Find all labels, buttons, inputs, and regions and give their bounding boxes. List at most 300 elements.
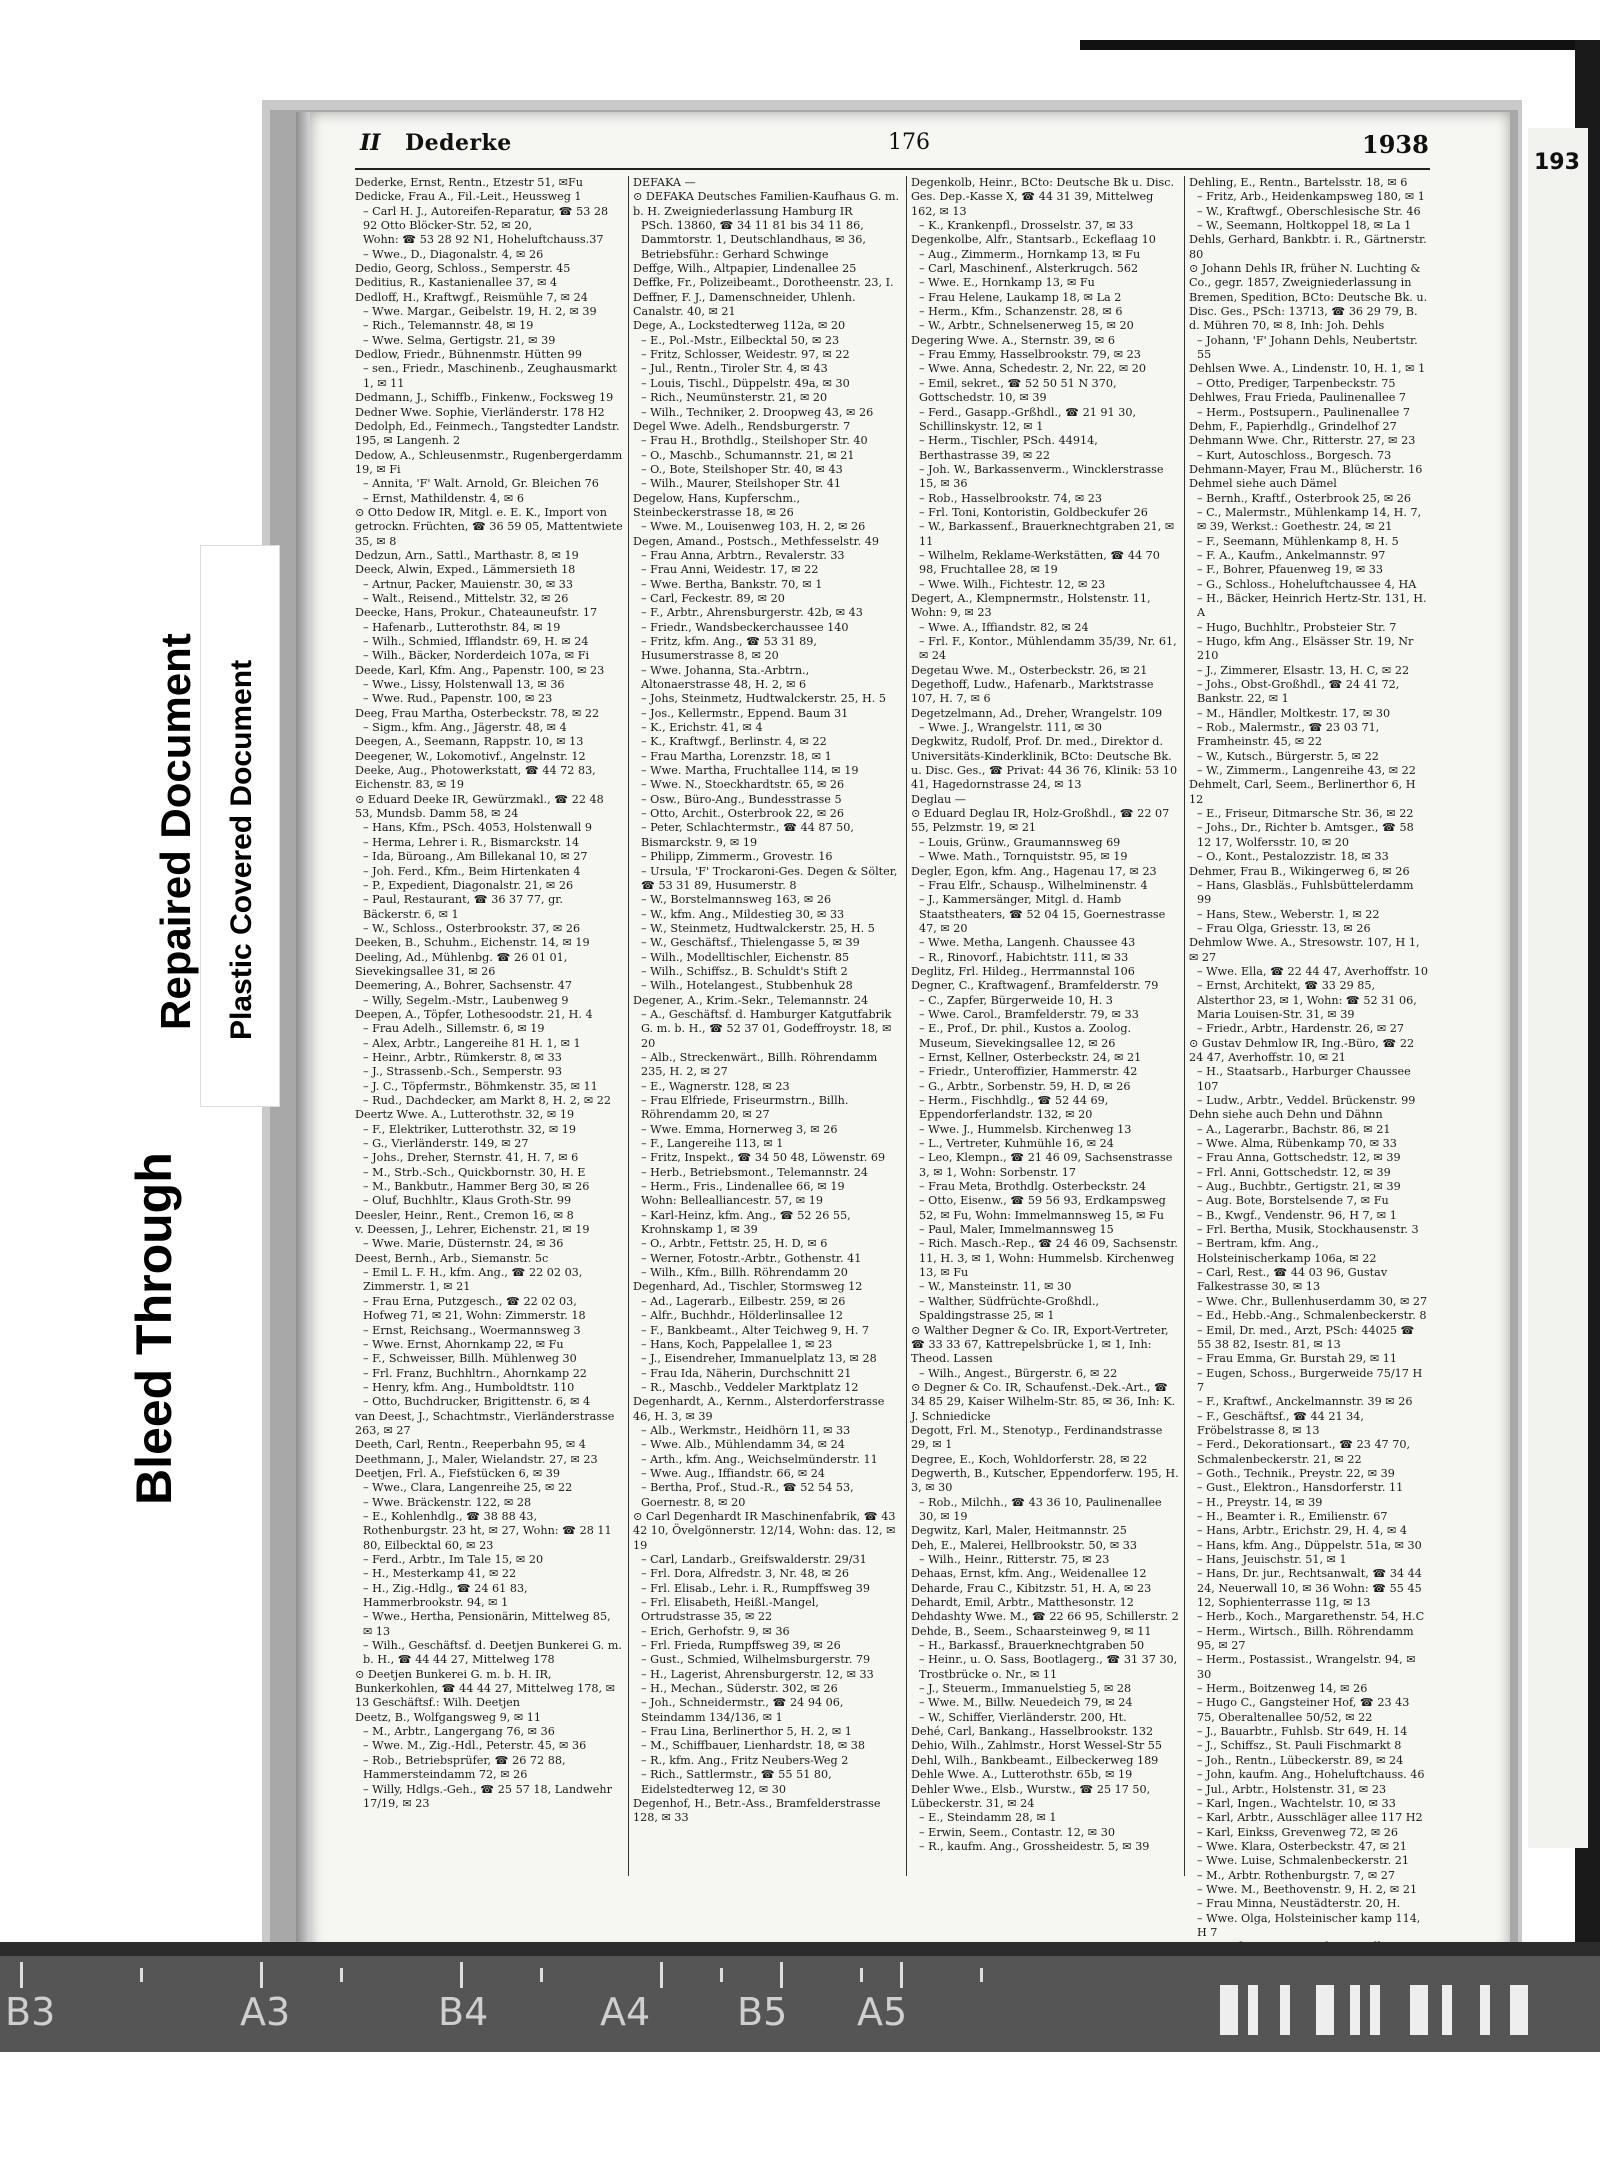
directory-entry: – Carl H. J., Autoreifen-Reparatur, ☎ 53 28 92 Otto Blöcker-Str. 52, ✉ 20, [363, 204, 609, 233]
bleed-through-note: Bleed Through [126, 1152, 182, 1505]
directory-entry: – Wwe. Metha, Langenh. Chaussee 43 [919, 936, 1136, 950]
directory-entry: ⊙ DEFAKA Deutsches Familien-Kaufhaus G. m. b. H. Zweigniederlassung Hamburg IR [633, 190, 900, 218]
directory-entry: – Bertha, Prof., Stud.-R., ☎ 52 54 53, Goernestr. 8, ✉ 20 [641, 1481, 854, 1509]
directory-entry: – H., Beamter i. R., Emilienstr. 67 [1197, 1509, 1388, 1523]
directory-entry: Dedicke, Frau A., Fil.-Leit., Heussweg 1 [355, 190, 582, 204]
directory-entry: Degner, C., Kraftwagenf., Bramfelderstr. 79 [911, 979, 1159, 993]
directory-entry: – F., Langereihe 113, ✉ 1 [641, 1137, 784, 1151]
directory-entry: – Wwe. E., Hornkamp 13, ✉ Fu [919, 276, 1095, 290]
directory-entry: Deffge, Wilh., Altpapier, Lindenallee 25 [633, 262, 857, 276]
film-tick-mark [140, 1968, 143, 1982]
directory-entry: – J., Strassenb.-Sch., Semperstr. 93 [363, 1065, 562, 1079]
directory-entry: – Karl, Einkss, Grevenweg 72, ✉ 26 [1197, 1825, 1399, 1839]
directory-entry: – K., Erichstr. 41, ✉ 4 [641, 721, 763, 735]
directory-entry: Deetz, B., Wolfgangsweg 9, ✉ 11 [355, 1710, 542, 1724]
directory-entry: Dedlow, Friedr., Bühnenmstr. Hütten 99 [355, 348, 582, 362]
directory-entry: Dedio, Georg, Schloss., Semperstr. 45 [355, 262, 571, 276]
directory-entry: – Hans, Arbtr., Erichstr. 29, H. 4, ✉ 4 [1197, 1524, 1408, 1538]
directory-entry: Deeling, Ad., Mühlenbg. ☎ 26 01 01, Sievekingsallee 31, ✉ 26 [355, 950, 568, 978]
film-tick-mark [660, 1962, 663, 1988]
directory-entry: – Wwe. Rud., Papenstr. 100, ✉ 23 [363, 692, 553, 706]
directory-entry: – Jos., Kellermstr., Eppend. Baum 31 [641, 706, 849, 720]
directory-entry: Dehaas, Ernst, kfm. Ang., Weidenallee 12 [911, 1567, 1147, 1581]
directory-entry: – C., Zapfer, Bürgerweide 10, H. 3 [919, 993, 1113, 1007]
directory-entry: Deegener, W., Lokomotivf., Angelnstr. 12 [355, 749, 586, 763]
directory-entry: – sen., Friedr., Maschinenb., Zeughausmarkt 1, ✉ 11 [363, 362, 617, 390]
film-tick-mark [540, 1968, 543, 1982]
directory-entry: – Rich. Masch.-Rep., ☎ 24 46 09, Sachsenstr. 11, H. 3, ✉ 1, Wohn: Hummelsb. Kirchenweg 13, ✉ Fu [919, 1237, 1178, 1280]
directory-entry: – Rich., Neumünsterstr. 21, ✉ 20 [641, 391, 828, 405]
directory-entry: – Herb., Koch., Margarethenstr. 54, H.C [1197, 1610, 1425, 1624]
film-tick-mark [20, 1962, 23, 1988]
directory-entry: – O., Bote, Steilshoper Str. 40, ✉ 43 [641, 462, 843, 476]
directory-entry: – Wwe. M., Billw. Neuedeich 79, ✉ 24 [919, 1696, 1133, 1710]
directory-entry: – Wwe. Alma, Rübenkamp 70, ✉ 33 [1197, 1137, 1397, 1151]
directory-entry: – Oluf, Buchhltr., Klaus Groth-Str. 99 [363, 1194, 572, 1208]
directory-entry: – Ernst, Mathildenstr. 4, ✉ 6 [363, 491, 524, 505]
directory-entry: – Emil L. F. H., kfm. Ang., ☎ 22 02 03, Zimmerstr. 1, ✉ 21 [363, 1266, 583, 1294]
directory-column-2 [633, 176, 901, 1896]
directory-entry: – J., Kammersänger, Mitgl. d. Hamb Staatstheaters, ☎ 52 04 15, Goernestrasse 47, ✉ 20 [919, 893, 1166, 935]
page-number: 176 [888, 130, 930, 155]
directory-entry: – Karl, Arbtr., Ausschläger allee 117 H2 [1197, 1811, 1423, 1825]
directory-entry: Dege, A., Lockstedterweg 112a, ✉ 20 [633, 319, 846, 333]
directory-entry: Degethoff, Ludw., Hafenarb., Marktstrasse 107, H. 7, ✉ 6 [911, 678, 1154, 706]
directory-entry: – Hans, Koch, Pappelallee 1, ✉ 23 [641, 1337, 833, 1351]
directory-entry: – Otto, Eisenw., ☎ 59 56 93, Erdkampsweg 52, ✉ Fu, Wohn: Immelmannsweg 15, ✉ Fu [919, 1194, 1166, 1222]
directory-entry: Degenhard, Ad., Tischler, Stormsweg 12 [633, 1280, 863, 1294]
film-label: A4 [600, 1990, 651, 2034]
directory-entry: Dehmelt, Carl, Seem., Berlinerthor 6, H 12 [1189, 778, 1416, 806]
directory-entry: – Gust., Elektron., Hansdorferstr. 11 [1197, 1481, 1404, 1495]
directory-entry: Degert, A., Klempnermstr., Holstenstr. 11, Wohn: 9, ✉ 23 [911, 591, 1151, 620]
directory-entry: – Frau Lina, Berlinerthor 5, H. 2, ✉ 1 [641, 1725, 852, 1739]
directory-entry: Deffke, Fr., Polizeibeamt., Dorotheenstr. 23, I. [633, 276, 894, 290]
directory-entry: Deertz Wwe. A., Lutterothstr. 32, ✉ 19 [355, 1108, 575, 1122]
directory-entry: Dedzun, Arn., Sattl., Marthastr. 8, ✉ 19 [355, 548, 579, 562]
directory-entry: – W., Mansteinstr. 11, ✉ 30 [919, 1280, 1072, 1294]
directory-entry: – Wwe., Hertha, Pensionärin, Mittelweg 85, ✉ 13 [363, 1610, 611, 1638]
directory-entry: Dedow, A., Schleusenmstr., Rugenbergerdamm 19, ✉ Fi [355, 448, 623, 476]
directory-entry: – R., Rinovorf., Habichtstr. 111, ✉ 33 [919, 950, 1129, 964]
directory-entry: – Aug. Bote, Borstelsende 7, ✉ Fu [1197, 1194, 1389, 1208]
directory-entry: Degkwitz, Rudolf, Prof. Dr. med., Direktor d. Universitäts-Kinderklinik, BCto: Deutsche Bk. u. Disc. Ges., ☎ Privat: 44 36 76, Klinik: 53 10 41, Hagedornstrasse 24, ✉ 13 [911, 735, 1178, 792]
directory-entry: – Otto, Prediger, Tarpenbeckstr. 75 [1197, 376, 1396, 390]
directory-entry: Dehlsen Wwe. A., Lindenstr. 10, H. 1, ✉ 1 [1189, 362, 1426, 376]
directory-entry: – Wwe. N., Stoeckhardtstr. 65, ✉ 26 [641, 778, 845, 792]
directory-entry: – Ludw., Arbtr., Veddel. Brückenstr. 99 [1197, 1094, 1416, 1107]
directory-entry: – Herm., Fris., Lindenallee 66, ✉ 19 [641, 1180, 845, 1194]
film-edge-mark [1350, 1985, 1360, 2035]
directory-entry: – Herm., Tischler, PSch. 44914, Berthastrasse 39, ✉ 22 [919, 434, 1098, 462]
directory-entry: – Herb., Betriebsmont., Telemannstr. 24 [641, 1165, 869, 1179]
directory-entry: Degering Wwe. A., Sternstr. 39, ✉ 6 [911, 333, 1115, 347]
directory-entry: Degree, E., Koch, Wohldorferstr. 28, ✉ 22 [911, 1452, 1148, 1466]
directory-entry: – Frau Ida, Näherin, Durchschnitt 21 [641, 1366, 852, 1380]
directory-entry: – Herm., Fischhdlg., ☎ 52 44 69, Eppendorferlandstr. 132, ✉ 20 [919, 1094, 1109, 1122]
directory-entry: – Gust., Schmied, Wilhelmsburgerstr. 79 [641, 1653, 871, 1667]
directory-entry: Degenhof, H., Betr.-Ass., Bramfelderstrasse 128, ✉ 33 [633, 1796, 881, 1825]
directory-column-4 [1189, 176, 1429, 1939]
directory-entry: – Friedr., Unteroffizier, Hammerstr. 42 [919, 1065, 1138, 1079]
directory-entry: – Rob., Milchh., ☎ 43 36 10, Paulinenallee 30, ✉ 19 [919, 1495, 1162, 1523]
directory-entry: – J., Schiffsz., St. Pauli Fischmarkt 8 [1197, 1739, 1402, 1753]
directory-entry: – Frl. Toni, Kontoristin, Goldbeckufer 26 [919, 505, 1148, 519]
directory-entry: – M., Arbtr. Rothenburgstr. 7, ✉ 27 [1197, 1868, 1396, 1882]
directory-entry: – Ferd., Arbtr., Im Tale 15, ✉ 20 [363, 1553, 544, 1566]
directory-entry: – K., Krankenpfl., Drosselstr. 37, ✉ 33 [919, 219, 1134, 233]
directory-entry: – Wwe. J., Hummelsb. Kirchenweg 13 [919, 1122, 1132, 1136]
directory-entry: – F., Kraftwf., Anckelmannstr. 39 ✉ 26 [1197, 1395, 1413, 1409]
directory-entry: – F., Schweisser, Billh. Mühlenweg 30 [363, 1352, 577, 1366]
directory-entry: Deetjen, Frl. A., Fiefstücken 6, ✉ 39 [355, 1466, 561, 1480]
directory-entry: – Johs, Steinmetz, Hudtwalckerstr. 25, H. 5 [641, 692, 886, 706]
directory-entry: Degwitz, Karl, Maler, Heitmannstr. 25 [911, 1524, 1127, 1538]
directory-entry: Dehn siehe auch Dehn und Dähnn [1189, 1108, 1383, 1122]
directory-entry: – Erich, Gerhofstr. 9, ✉ 36 [641, 1624, 790, 1638]
directory-entry: – W., Borstelmannsweg 163, ✉ 26 [641, 893, 832, 907]
directory-entry: Deegen, A., Seemann, Rappstr. 10, ✉ 13 [355, 735, 584, 749]
directory-entry: – Erwin, Seem., Contastr. 12, ✉ 30 [919, 1825, 1115, 1839]
directory-entry: – H., Mesterkamp 41, ✉ 22 [363, 1567, 517, 1581]
directory-entry: Dederke, Ernst, Rentn., Etzestr 51, ✉Fu [355, 176, 583, 189]
directory-entry: – Wilh., Schiffsz., B. Schuldt's Stift 2 [641, 964, 848, 978]
directory-entry: – Herm., Postsupern., Paulinenallee 7 [1197, 405, 1410, 419]
directory-entry: Deethmann, J., Maler, Wielandstr. 27, ✉ 23 [355, 1452, 598, 1466]
directory-entry: – Wilh., Angest., Bürgerstr. 6, ✉ 22 [919, 1366, 1118, 1380]
film-tick-mark [460, 1962, 463, 1988]
directory-entry: – M., Arbtr., Langergang 76, ✉ 36 [363, 1725, 555, 1739]
directory-entry: – E., Steindamm 28, ✉ 1 [919, 1811, 1057, 1825]
directory-entry: – Wwe. Bräckenstr. 122, ✉ 28 [363, 1495, 532, 1509]
film-label: B3 [5, 1990, 56, 2034]
directory-entry: – E., Kohlenhdlg., ☎ 38 88 43, Rothenburgstr. 23 ht, ✉ 27, Wohn: ☎ 28 11 80, Eilbecktal 60, ✉ 23 [363, 1509, 612, 1552]
directory-entry: – Wilh., Kfm., Billh. Röhrendamm 20 [641, 1266, 848, 1280]
directory-entry: – W., Schiffer, Vierländerstr. 200, Ht. [919, 1710, 1127, 1724]
directory-entry: Degelow, Hans, Kupferschm., Steinbeckerstrasse 18, ✉ 26 [633, 491, 801, 519]
directory-entry: – Wwe. Alb., Mühlendamm 34, ✉ 24 [641, 1438, 845, 1452]
directory-entry: – Arth., kfm. Ang., Weichselmünderstr. 11 [641, 1452, 878, 1466]
directory-entry: – P., Expedient, Diagonalstr. 21, ✉ 26 [363, 878, 574, 892]
directory-entry: – Frl. Dora, Alfredstr. 3, Nr. 48, ✉ 26 [641, 1567, 849, 1581]
film-edge-mark [1220, 1985, 1238, 2035]
directory-entry: – Joh., Schneidermstr., ☎ 24 94 06, Steindamm 134/136, ✉ 1 [641, 1696, 844, 1724]
directory-entry: – Karl, Ingen., Wachtelstr. 10, ✉ 33 [1197, 1796, 1396, 1810]
directory-entry: – Joh., Rentn., Lübeckerstr. 89, ✉ 24 [1197, 1753, 1404, 1767]
film-tick-mark [900, 1962, 903, 1988]
directory-entry: – Frau H., Brothdlg., Steilshoper Str. 40 [641, 434, 868, 448]
directory-entry: – Eugen, Schoss., Burgerweide 75/17 H 7 [1197, 1366, 1423, 1394]
directory-entry: – Ed., Hebb.-Ang., Schmalenbeckerstr. 8 [1197, 1309, 1427, 1323]
directory-entry: – Wwe. Wilh., Fichtestr. 12, ✉ 23 [919, 577, 1106, 591]
directory-entry: – Hans, kfm. Ang., Düppelstr. 51a, ✉ 30 [1197, 1538, 1422, 1552]
plastic-covered-note: Plastic Covered Document [225, 659, 258, 1040]
directory-entry: – O., Maschb., Schumannstr. 21, ✉ 21 [641, 448, 855, 462]
directory-entry: – Alb., Streckenwärt., Billh. Röhrendamm 235, H. 2, ✉ 27 [641, 1050, 878, 1079]
repaired-document-note: Repaired Document [152, 633, 199, 1030]
directory-entry: Dehio, Wilh., Zahlmstr., Horst Wessel-Str 55 [911, 1739, 1163, 1753]
film-edge-mark [1248, 1985, 1258, 2035]
directory-entry: ⊙ Gustav Dehmlow IR, Ing.-Büro, ☎ 22 24 47, Averhoffstr. 10, ✉ 21 [1189, 1036, 1415, 1064]
directory-entry: – Hans, Kfm., PSch. 4053, Holstenwall 9 [363, 821, 592, 835]
column-divider [1184, 176, 1185, 1876]
directory-entry: Deecke, Hans, Prokur., Chateauneufstr. 17 [355, 606, 598, 620]
directory-entry: – Ida, Büroang., Am Billekanal 10, ✉ 27 [363, 850, 588, 864]
film-tick-mark [860, 1968, 863, 1982]
directory-entry: – Herma, Lehrer i. R., Bismarckstr. 14 [363, 835, 580, 849]
directory-entry: – Carl, Maschinenf., Alsterkrugch. 562 [919, 262, 1139, 276]
directory-entry: – Wilhelm, Reklame-Werkstätten, ☎ 44 70 98, Fruchtallee 28, ✉ 19 [919, 548, 1160, 577]
directory-entry: – Frl. Frieda, Rumpffsweg 39, ✉ 26 [641, 1639, 841, 1653]
directory-entry: – Peter, Schlachtermstr., ☎ 44 87 50, Bismarckstr. 9, ✉ 19 [641, 821, 854, 849]
directory-entry: – Wwe., Lissy, Holstenwall 13, ✉ 36 [363, 678, 565, 692]
directory-entry: Degetau Wwe. M., Osterbeckstr. 26, ✉ 21 [911, 663, 1148, 677]
directory-entry: – Friedr., Arbtr., Hardenstr. 26, ✉ 27 [1197, 1022, 1405, 1036]
directory-entry: – Herm., Boitzenweg 14, ✉ 26 [1197, 1682, 1368, 1696]
directory-entry: – Frau Helene, Laukamp 18, ✉ La 2 [919, 290, 1122, 304]
directory-entry: – Wwe. Bertha, Bankstr. 70, ✉ 1 [641, 577, 823, 591]
directory-entry: Deemering, A., Bohrer, Sachsenstr. 47 [355, 979, 573, 993]
directory-entry: – M., Bankbutr., Hammer Berg 30, ✉ 26 [363, 1180, 590, 1194]
directory-entry: Dehmel siehe auch Dämel [1189, 477, 1337, 491]
directory-entry: – F., Bankbeamt., Alter Teichweg 9, H. 7 [641, 1323, 870, 1337]
directory-entry: – Frl. Franz, Buchhltrn., Ahornkamp 22 [363, 1366, 587, 1380]
directory-entry: Dehde, B., Seem., Schaarsteinweg 9, ✉ 11 [911, 1624, 1152, 1638]
directory-entry: – H., Lagerist, Ahrensburgerstr. 12, ✉ 33 [641, 1667, 874, 1681]
directory-entry: ⊙ Eduard Deglau IR, Holz-Großhdl., ☎ 22 07 55, Pelzmstr. 19, ✉ 21 [911, 807, 1170, 835]
directory-entry: – Alb., Werkmstr., Heidhörn 11, ✉ 33 [641, 1423, 851, 1437]
directory-entry: – Wwe. Marie, Düsternstr. 24, ✉ 36 [363, 1237, 564, 1251]
directory-entry: – Johann, 'F' Johann Dehls, Neubertstr. 55 [1197, 333, 1418, 362]
directory-entry: – Hugo, kfm Ang., Elsässer Str. 19, Nr 210 [1197, 635, 1414, 663]
directory-entry: Wohn: Bellealliancestr. 57, ✉ 19 [641, 1194, 823, 1208]
directory-entry: – Bertram, kfm. Ang., Holsteinischerkamp 106a, ✉ 22 [1197, 1237, 1377, 1265]
directory-entry: Dehmlow Wwe. A., Stresowstr. 107, H 1, ✉ 27 [1189, 936, 1420, 964]
film-label: B4 [438, 1990, 489, 2034]
directory-entry: Dehls, Gerhard, Bankbtr. i. R., Gärtnerstr. 80 [1189, 233, 1427, 261]
directory-entry: – Wilh., Modelltischler, Eichenstr. 85 [641, 950, 850, 964]
directory-entry: – Hans, Glasbläs., Fuhlsbüttelerdamm 99 [1197, 878, 1414, 907]
directory-entry: – Carl, Rest., ☎ 44 03 96, Gustav Falkestrasse 30, ✉ 13 [1197, 1266, 1388, 1294]
film-edge-mark [1316, 1985, 1334, 2035]
adjacent-page-year: 193 [1534, 150, 1580, 175]
directory-entry: – Herm., Postassist., Wrangelstr. 94, ✉ 30 [1197, 1653, 1416, 1681]
directory-entry: – Joh. Ferd., Kfm., Beim Hirtenkaten 4 [363, 864, 581, 878]
directory-entry: Dehling, E., Rentn., Bartelsstr. 18, ✉ 6 [1189, 176, 1408, 189]
directory-entry: – Ferd., Dekorationsart., ☎ 23 47 70, Schmalenbeckerstr. 21, ✉ 22 [1197, 1438, 1411, 1466]
directory-entry: – J., Bauarbtr., Fuhlsb. Str 649, H. 14 [1197, 1725, 1408, 1739]
directory-entry: – Wwe., D., Diagonalstr. 4, ✉ 26 [363, 247, 544, 261]
directory-entry: – Frau Erna, Putzgesch., ☎ 22 02 03, Hofweg 71, ✉ 21, Wohn: Zimmerstr. 18 [363, 1294, 586, 1323]
directory-entry: Deditius, R., Kastanienallee 37, ✉ 4 [355, 276, 558, 290]
directory-entry: – Frau Elfr., Schausp., Wilhelminenstr. 4 [919, 878, 1148, 892]
directory-entry: – E., Pol.-Mstr., Eilbecktal 50, ✉ 23 [641, 333, 840, 347]
film-edge-mark [1280, 1985, 1290, 2035]
directory-entry: – Frau Olga, Griesstr. 13, ✉ 26 [1197, 921, 1371, 935]
directory-entry: – Frau Martha, Lorenzstr. 18, ✉ 1 [641, 749, 832, 763]
directory-entry: ⊙ Carl Degenhardt IR Maschinenfabrik, ☎ 43 42 10, Övelgönnerstr. 12/14, Wohn: das. 12, ✉ 19 [633, 1509, 896, 1552]
directory-entry: – Heinr., Arbtr., Rümkerstr. 8, ✉ 33 [363, 1050, 562, 1064]
directory-entry: – Heinr., u. O. Sass, Bootlagerg., ☎ 31 37 30, Trostbrücke o. Nr., ✉ 11 [919, 1653, 1178, 1681]
directory-entry: – Wilh., Hotelangest., Stubbenhuk 28 [641, 979, 853, 993]
directory-entry: – R., Maschb., Veddeler Marktplatz 12 [641, 1380, 859, 1394]
directory-entry: Dehmann Wwe. Chr., Ritterstr. 27, ✉ 23 [1189, 434, 1416, 448]
directory-entry: – Fritz, Schlosser, Weidestr. 97, ✉ 22 [641, 348, 850, 362]
directory-entry: Degenkolbe, Alfr., Stantsarb., Eckeflaag 10 [911, 233, 1156, 247]
directory-entry: – Wwe. Emma, Hornerweg 3, ✉ 26 [641, 1122, 838, 1136]
film-edge-mark [1442, 1985, 1452, 2035]
directory-entry: – Frau Anni, Weidestr. 17, ✉ 22 [641, 563, 819, 577]
directory-entry: – Johs., Dr., Richter b. Amtsger., ☎ 58 12 17, Wolfersstr. 10, ✉ 20 [1197, 821, 1414, 849]
directory-entry: Deepen, A., Töpfer, Lothesoodstr. 21, H. 4 [355, 1007, 593, 1021]
directory-entry: – Emil, sekret., ☎ 52 50 51 N 370, Gottschedstr. 10, ✉ 39 [919, 376, 1117, 405]
page-year: 1938 [1362, 130, 1429, 159]
directory-entry: – M., Strb.-Sch., Quickbornstr. 30, H. E [363, 1165, 586, 1179]
directory-entry: ⊙ Eduard Deeke IR, Gewürzmakl., ☎ 22 48 53, Mundsb. Damm 58, ✉ 24 [355, 792, 604, 821]
directory-entry: – Willy, Hdlgs.-Geh., ☎ 25 57 18, Landwehr 17/19, ✉ 23 [363, 1782, 612, 1810]
directory-entry: Degener, A., Krim.-Sekr., Telemannstr. 24 [633, 993, 869, 1007]
directory-entry: – Otto, Archit., Osterbrook 22, ✉ 26 [641, 807, 845, 821]
film-tick-mark [340, 1968, 343, 1982]
directory-entry: – Philipp, Zimmerm., Grovestr. 16 [641, 850, 833, 864]
directory-entry: Deeken, B., Schuhm., Eichenstr. 14, ✉ 19 [355, 936, 590, 950]
directory-entry: – W., Schloss., Osterbrookstr. 37, ✉ 26 [363, 921, 581, 935]
directory-entry: – Johs., Obst-Großhdl., ☎ 24 41 72, Bankstr. 22, ✉ 1 [1197, 678, 1400, 706]
directory-entry: v. Deessen, J., Lehrer, Eichenstr. 21, ✉ 19 [355, 1223, 590, 1237]
directory-entry: Degel Wwe. Adelh., Rendsburgerstr. 7 [633, 419, 851, 433]
directory-entry: – Frl. Elisabeth, Heißl.-Mangel, Ortrudstrasse 35, ✉ 22 [641, 1596, 819, 1624]
film-tick-mark [780, 1962, 783, 1988]
directory-entry: – Rob., Betriebsprüfer, ☎ 26 72 88, Hammersteindamm 72, ✉ 26 [363, 1753, 566, 1782]
film-edge-mark [1510, 1985, 1528, 2035]
directory-entry: Deeth, Carl, Rentn., Reeperbahn 95, ✉ 4 [355, 1438, 586, 1452]
directory-entry: – Aug., Buchbtr., Gertigstr. 21, ✉ 39 [1197, 1180, 1401, 1194]
directory-entry: Degler, Egon, kfm. Ang., Hagenau 17, ✉ 23 [911, 864, 1157, 878]
directory-entry: Dehmer, Frau B., Wikingerweg 6, ✉ 26 [1189, 864, 1410, 878]
directory-entry: – Wwe. Margar., Geibelstr. 19, H. 2, ✉ 39 [363, 305, 597, 319]
directory-entry: – Ernst, Architekt, ☎ 33 29 85, Alsterthor 23, ✉ 1, Wohn: ☎ 52 31 06, Maria Louisen-Str. 31, ✉ 39 [1197, 979, 1417, 1021]
directory-entry: – Fritz, Inspekt., ☎ 34 50 48, Löwenstr. 69 [641, 1151, 886, 1165]
directory-entry: – F., Geschäftsf., ☎ 44 21 34, Fröbelstrasse 8, ✉ 13 [1197, 1409, 1364, 1437]
directory-entry: – Wwe. Carol., Bramfelderstr. 79, ✉ 33 [919, 1007, 1139, 1021]
directory-entry: – Frau Anna, Arbtrn., Revalerstr. 33 [641, 548, 845, 562]
directory-entry: – H., Bäcker, Heinrich Hertz-Str. 131, H. A [1197, 591, 1427, 620]
directory-entry: Dehl, Wilh., Bankbeamt., Eilbeckerweg 189 [911, 1753, 1159, 1767]
directory-entry: – Louis, Tischl., Düppelstr. 49a, ✉ 30 [641, 376, 850, 390]
directory-entry: – E., Prof., Dr. phil., Kustos a. Zoolog. Museum, Sievekingsallee 12, ✉ 26 [919, 1022, 1132, 1050]
directory-entry: – Alfr., Buchhdr., Hölderlinsallee 12 [641, 1309, 843, 1323]
directory-entry: – Carl, Landarb., Greifswalderstr. 29/31 [641, 1553, 867, 1566]
directory-entry: – H., Barkassf., Brauerknechtgraben 50 [919, 1639, 1145, 1653]
directory-entry: – Frl. F., Kontor., Mühlendamm 35/39, Nr. 61, ✉ 24 [919, 635, 1177, 663]
directory-entry: – J. C., Töpfermstr., Böhmkenstr. 35, ✉ 11 [363, 1079, 598, 1093]
directory-entry: Degetzelmann, Ad., Dreher, Wrangelstr. 109 [911, 706, 1163, 720]
directory-entry: – W., Arbtr., Schnelsenerweg 15, ✉ 20 [919, 319, 1134, 333]
directory-entry: van Deest, J., Schachtmstr., Vierländerstrasse 263, ✉ 27 [355, 1409, 615, 1437]
directory-entry: – Frau Anna, Gottschedstr. 12, ✉ 39 [1197, 1151, 1401, 1165]
directory-entry: – Leo, Klempn., ☎ 21 46 09, Sachsenstrasse 3, ✉ 1, Wohn: Sorbenstr. 17 [919, 1151, 1173, 1179]
film-label: A3 [240, 1990, 291, 2034]
directory-entry: – Rich., Telemannstr. 48, ✉ 19 [363, 319, 534, 333]
column-divider [628, 176, 629, 1876]
directory-entry: Deffner, F. J., Damenschneider, Uhlenh. Canalstr. 40, ✉ 21 [633, 290, 856, 319]
directory-entry: – R., kaufm. Ang., Grossheidestr. 5, ✉ 39 [919, 1839, 1150, 1853]
page-section-number: II [360, 130, 381, 156]
directory-entry: – Herm., Kfm., Schanzenstr. 28, ✉ 6 [919, 305, 1123, 319]
page-running-head: Dederke [405, 130, 512, 156]
directory-entry: PSch. 13860, ☎ 34 11 81 bis 34 11 86, Dammtorstr. 1, Deutschlandhaus, ✉ 36, Betriebsführ.: Gerhard Schwinge [641, 219, 866, 261]
directory-entry: – Wilh., Bäcker, Norderdeich 107a, ✉ Fi [363, 649, 590, 663]
directory-entry: – Wwe. M., Louisenweg 103, H. 2, ✉ 26 [641, 520, 866, 534]
directory-entry: – Ursula, 'F' Trockaroni-Ges. Degen & Sölter, ☎ 53 31 89, Husumerstr. 8 [641, 864, 898, 892]
directory-entry: – Henry, kfm. Ang., Humboldtstr. 110 [363, 1380, 575, 1394]
directory-entry: – Wwe. Luise, Schmalenbeckerstr. 21 [1197, 1854, 1409, 1868]
directory-entry: – Wwe. Martha, Fruchtallee 114, ✉ 19 [641, 764, 859, 778]
directory-entry: – Wilh., Heinr., Ritterstr. 75, ✉ 23 [919, 1553, 1110, 1566]
directory-entry: Dedloff, H., Kraftwgf., Reismühle 7, ✉ 24 [355, 290, 588, 304]
directory-entry: – Frau Minna, Neustädterstr. 20, H. [1197, 1897, 1401, 1911]
directory-entry: – Frl. Bertha, Musik, Stockhausenstr. 3 [1197, 1223, 1419, 1237]
directory-entry: – Wwe. Aug., Iffiandstr. 66, ✉ 24 [641, 1466, 826, 1480]
directory-entry: – Hafenarb., Lutterothstr. 84, ✉ 19 [363, 620, 561, 634]
directory-entry: – Sigm., kfm. Ang., Jägerstr. 48, ✉ 4 [363, 721, 567, 735]
directory-entry: – Ernst, Kellner, Osterbeckstr. 24, ✉ 21 [919, 1050, 1142, 1064]
directory-entry: – Wwe. Math., Tornquiststr. 95, ✉ 19 [919, 850, 1128, 864]
directory-entry: Deede, Karl, Kfm. Ang., Papenstr. 100, ✉ 23 [355, 663, 605, 677]
directory-entry: – Frau Adelh., Sillemstr. 6, ✉ 19 [363, 1022, 545, 1036]
directory-entry: – Hans, Stew., Weberstr. 1, ✉ 22 [1197, 907, 1380, 921]
directory-entry: ⊙ Degner & Co. IR, Schaufenst.-Dek.-Art., ☎ 34 85 29, Kaiser Wilhelm-Str. 85, ✉ 36, Inh: K. J. Schniedicke [911, 1380, 1176, 1423]
directory-entry: – Werner, Fotostr.-Arbtr., Gothenstr. 41 [641, 1251, 862, 1265]
directory-entry: Deglau — [911, 792, 966, 806]
directory-entry: Dehmann-Mayer, Frau M., Blücherstr. 16 [1189, 462, 1423, 476]
directory-column-3 [911, 176, 1179, 1896]
directory-entry: – H., Preystr. 14, ✉ 39 [1197, 1495, 1323, 1509]
directory-entry: – W., Kutsch., Bürgerstr. 5, ✉ 22 [1197, 749, 1379, 763]
directory-entry: – Wwe. Anna, Schedestr. 2, Nr. 22, ✉ 20 [919, 362, 1146, 376]
directory-entry: – Wwe. Selma, Gertigstr. 21, ✉ 39 [363, 333, 556, 347]
film-label: B5 [737, 1990, 788, 2034]
directory-entry: – Wilh., Schmied, Ifflandstr. 69, H. ✉ 24 [363, 635, 589, 648]
directory-entry: – Alex, Arbtr., Langereihe 81 H. 1, ✉ 1 [363, 1036, 581, 1050]
directory-entry: – Paul, Restaurant, ☎ 36 37 77, gr. Bäckerstr. 6, ✉ 1 [363, 893, 563, 921]
directory-entry: – Fritz, Arb., Heidenkampsweg 180, ✉ 1 [1197, 190, 1425, 204]
directory-entry: – M., Schiffbauer, Lienhardstr. 18, ✉ 38 [641, 1739, 866, 1753]
directory-entry: – K., Kraftwgf., Berlinstr. 4, ✉ 22 [641, 735, 827, 749]
directory-entry: – Hugo C., Gangsteiner Hof, ☎ 23 43 75, Oberaltenallee 50/52, ✉ 22 [1197, 1696, 1410, 1724]
directory-entry: – Wilh., Geschäftsf. d. Deetjen Bunkerei G. m. b. H., ☎ 44 44 27, Mittelweg 178 [363, 1639, 622, 1667]
directory-entry: Dehler Wwe., Elsb., Wurstw., ☎ 25 17 50, Lübeckerstr. 31, ✉ 24 [911, 1782, 1151, 1810]
directory-entry: – W., Steinmetz, Hudtwalckerstr. 25, H. 5 [641, 921, 875, 935]
directory-entry: – Wwe. Johanna, Sta.-Arbtrn., Altonaerstrasse 48, H. 2, ✉ 6 [641, 663, 810, 692]
film-label: A5 [857, 1990, 908, 2034]
directory-entry: Wohn: ☎ 53 28 92 N1, Hoheluftchauss.37 [363, 233, 604, 247]
directory-entry: – Louis, Grünw., Graumannsweg 69 [919, 835, 1121, 849]
film-edge-mark [1410, 1985, 1428, 2035]
directory-entry: Degwerth, B., Kutscher, Eppendorferw. 195, H. 3, ✉ 30 [911, 1466, 1179, 1495]
directory-entry: Deeck, Alwin, Exped., Lämmersieth 18 [355, 563, 576, 577]
directory-entry: – Goth., Technik., Preystr. 22, ✉ 39 [1197, 1466, 1395, 1480]
directory-entry: – G., Schloss., Hoheluftchaussee 4, HA [1197, 577, 1417, 591]
adjacent-page-fragment [1528, 128, 1588, 1848]
directory-entry: – H., Zig.-Hdlg., ☎ 24 61 83, Hammerbrookstr. 94, ✉ 1 [363, 1581, 528, 1610]
directory-entry: Dehlwes, Frau Frieda, Paulinenallee 7 [1189, 391, 1407, 405]
directory-entry: – Friedr., Wandsbeckerchaussee 140 [641, 620, 849, 634]
directory-column-1 [355, 176, 623, 1896]
directory-entry: – Frl. Anni, Gottschedstr. 12, ✉ 39 [1197, 1165, 1391, 1179]
directory-entry: – Aug., Zimmerm., Hornkamp 13, ✉ Fu [919, 247, 1141, 261]
directory-entry: – John, kaufm. Ang., Hoheluftchauss. 46 [1197, 1768, 1425, 1782]
